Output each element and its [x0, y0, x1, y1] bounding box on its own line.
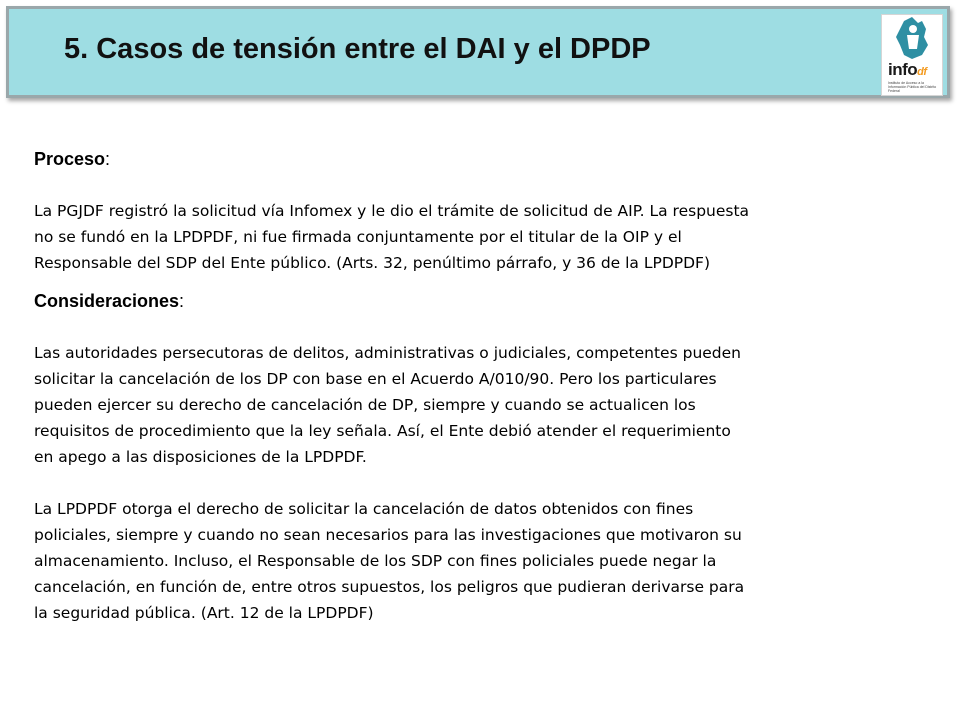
text-line: no se fundó en la LPDPDF, ni fue firmada conjuntamente por el titular de la OIP y el [34, 228, 682, 246]
text-line: Responsable del SDP del Ente público. (Arts. 32, penúltimo párrafo, y 36 de la LPDPDF) [34, 254, 711, 272]
text-line: solicitar la cancelación de los DP con base en el Acuerdo A/010/90. Pero los particulares [34, 370, 717, 388]
paragraph [34, 198, 936, 276]
paragraph [34, 340, 936, 470]
text-line: pueden ejercer su derecho de cancelación de DP, siempre y cuando se actualicen los [34, 396, 696, 414]
text-line: almacenamiento. Incluso, el Responsable de los SDP con fines policiales puede negar la [34, 552, 717, 570]
text-line: en apego a las disposiciones de la LPDPDF. [34, 448, 367, 466]
text-line: La LPDPDF otorga el derecho de solicitar la cancelación de datos obtenidos con fines [34, 500, 694, 518]
text-line: la seguridad pública. (Art. 12 de la LPDPDF) [34, 604, 374, 622]
page-title: 5. Casos de tensión entre el DAI y el DPDP [64, 33, 651, 65]
text-line: policiales, siempre y cuando no sean necesarios para las investigaciones que motivaron su [34, 526, 742, 544]
logo-caption: Instituto de Acceso a la Información Pública del Distrito Federal [888, 81, 937, 93]
paragraph [34, 496, 936, 626]
content [34, 146, 936, 626]
logo [881, 14, 943, 96]
section-heading-consideraciones: Consideraciones: [34, 291, 185, 311]
text-line: La PGJDF registró la solicitud vía Infomex y le dio el trámite de solicitud de AIP. La respuesta [34, 202, 750, 220]
logo-map-icon [882, 15, 942, 63]
section-heading-proceso: Proceso: [34, 149, 111, 169]
text-line: requisitos de procedimiento que la ley señala. Así, el Ente debió atender el requerimiento [34, 422, 731, 440]
text-line: cancelación, en función de, entre otros supuestos, los peligros que pudieran derivarse para [34, 578, 745, 596]
logo-wordmark: infodf [888, 60, 927, 79]
text-line: Las autoridades persecutoras de delitos, administrativas o judiciales, competentes pueden [34, 344, 741, 362]
